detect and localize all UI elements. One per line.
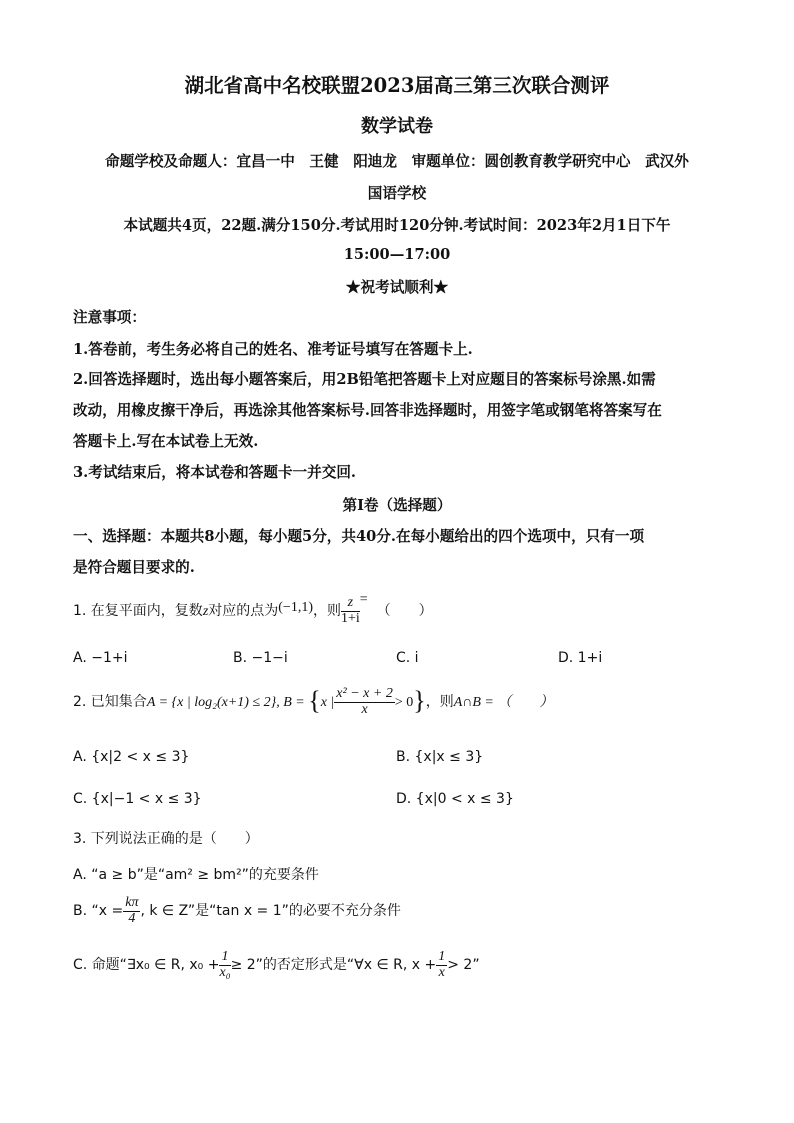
section-title: 第Ⅰ卷（选择题） [342,497,452,514]
q2-set-a: A = {x | log₂(x+1) ≤ 2}, B = [146,695,309,710]
question-1-stem [73,592,433,626]
q2-set-b-var: x | [320,695,335,710]
q2-text-pre: 2. 已知集合 [73,694,147,710]
notice-item-1: 1.答卷前，考生务必将自己的姓名、准考证号填写在答题卡上. [73,341,473,358]
q3-option-c-pre: C. 命题“∃x₀ ∈ R, x₀ + [73,957,220,974]
q1-text-mid: 对应的点为 [208,603,279,619]
q3-option-b [73,896,401,926]
q1-point: (−1,1) [278,600,313,615]
q3-option-c-numerator-2: 1 [438,949,446,964]
q3-option-c-fraction-1 [219,950,230,980]
good-luck-wish: ★祝考试顺利★ [345,279,449,296]
q2-brace-right-icon: } [413,686,426,715]
q3-option-b-pre: B. “x = [73,903,124,920]
q1-option-b: B. −1−i [233,650,288,666]
q3-option-c-denominator-1: x₀ [219,964,231,980]
q1-option-a: A. −1+i [73,650,128,666]
q1-fraction-denominator: 1+i [341,610,360,626]
notice-heading: 注意事项： [73,309,146,326]
q2-set-b-numerator: x² − x + 2 [336,685,393,701]
q1-fraction-numerator: z [341,596,360,612]
authors-line-1: 命题学校及命题人：宜昌一中 王健 阳迪龙 审题单位：圆创教育教学研究中心 武汉外 [105,153,689,170]
q3-option-c [73,950,480,980]
notice-item-2-line-3: 答题卡上.写在本试卷上无效. [73,433,259,450]
q3-option-c-fraction-2 [436,950,447,980]
q2-text-then: ，则 [425,694,454,710]
q1-variable-z: z [202,604,209,619]
q2-question: A∩B = （ ） [453,695,554,710]
q2-set-b-denominator: x [361,701,368,717]
q2-set-b-condition: > 0 [394,695,414,710]
q3-option-c-mid: ≥ 2”的否定形式是“∀x ∈ R, x + [230,957,437,974]
notice-item-2-line-2: 改动，用橡皮擦干净后，再选涂其他答案标号.回答非选择题时，用签字笔或钢笔将答案写在 [73,402,662,419]
q1-option-c: C. i [396,650,419,666]
authors-line-2: 国语学校 [367,185,427,202]
q1-option-d: D. 1+i [558,650,603,666]
q1-equals: = [359,592,368,607]
section-desc-line-1: 一、选择题：本题共8小题，每小题5分，共40分.在每小题给出的四个选项中，只有一项 [73,528,645,545]
question-2-stem [73,686,553,717]
q2-option-c: C. {x|−1 < x ≤ 3} [73,791,202,807]
q3-option-c-denominator-2: x [438,964,445,980]
question-3-stem: 3. 下列说法正确的是（ ） [73,831,259,847]
q1-text-then: ，则 [313,603,341,619]
q2-option-b: B. {x|x ≤ 3} [396,749,484,765]
q2-set-b-fraction [334,687,395,717]
exam-info-line-1: 本试题共4页，22题.满分150分.考试用时120分钟.考试时间：2023年2月1日下午 [123,217,671,234]
q2-option-a: A. {x|2 < x ≤ 3} [73,749,190,765]
notice-item-3: 3.考试结束后，将本试卷和答题卡一并交回. [73,464,357,481]
notice-item-2-line-1: 2.回答选择题时，选出每小题答案后，用2B铅笔把答题卡上对应题目的答案标号涂黑.如需 [73,371,656,388]
exam-title: 湖北省高中名校联盟2023届高三第三次联合测评 [184,74,610,97]
q1-fraction [341,596,360,626]
q3-option-c-numerator-1: 1 [219,950,230,966]
q3-option-b-denominator: 4 [128,910,136,926]
q2-brace-left-icon: { [308,686,321,715]
q3-option-a: A. “a ≥ b”是“am² ≥ bm²”的充要条件 [73,867,319,883]
q2-option-d: D. {x|0 < x ≤ 3} [396,791,514,807]
section-desc-line-2: 是符合题目要求的. [73,559,195,576]
q3-option-b-post: , k ∈ Z”是“tan x = 1”的必要不充分条件 [140,903,401,920]
q3-option-b-fraction [123,896,140,926]
exam-info-line-2: 15:00—17:00 [343,246,451,263]
q1-text-pre: 1. 在复平面内，复数 [73,603,203,619]
exam-subject: 数学试卷 [361,116,433,137]
q1-answer-blank: （ ） [376,603,433,619]
q3-option-b-numerator: kπ [125,895,139,910]
q3-option-c-post: > 2” [447,957,480,974]
